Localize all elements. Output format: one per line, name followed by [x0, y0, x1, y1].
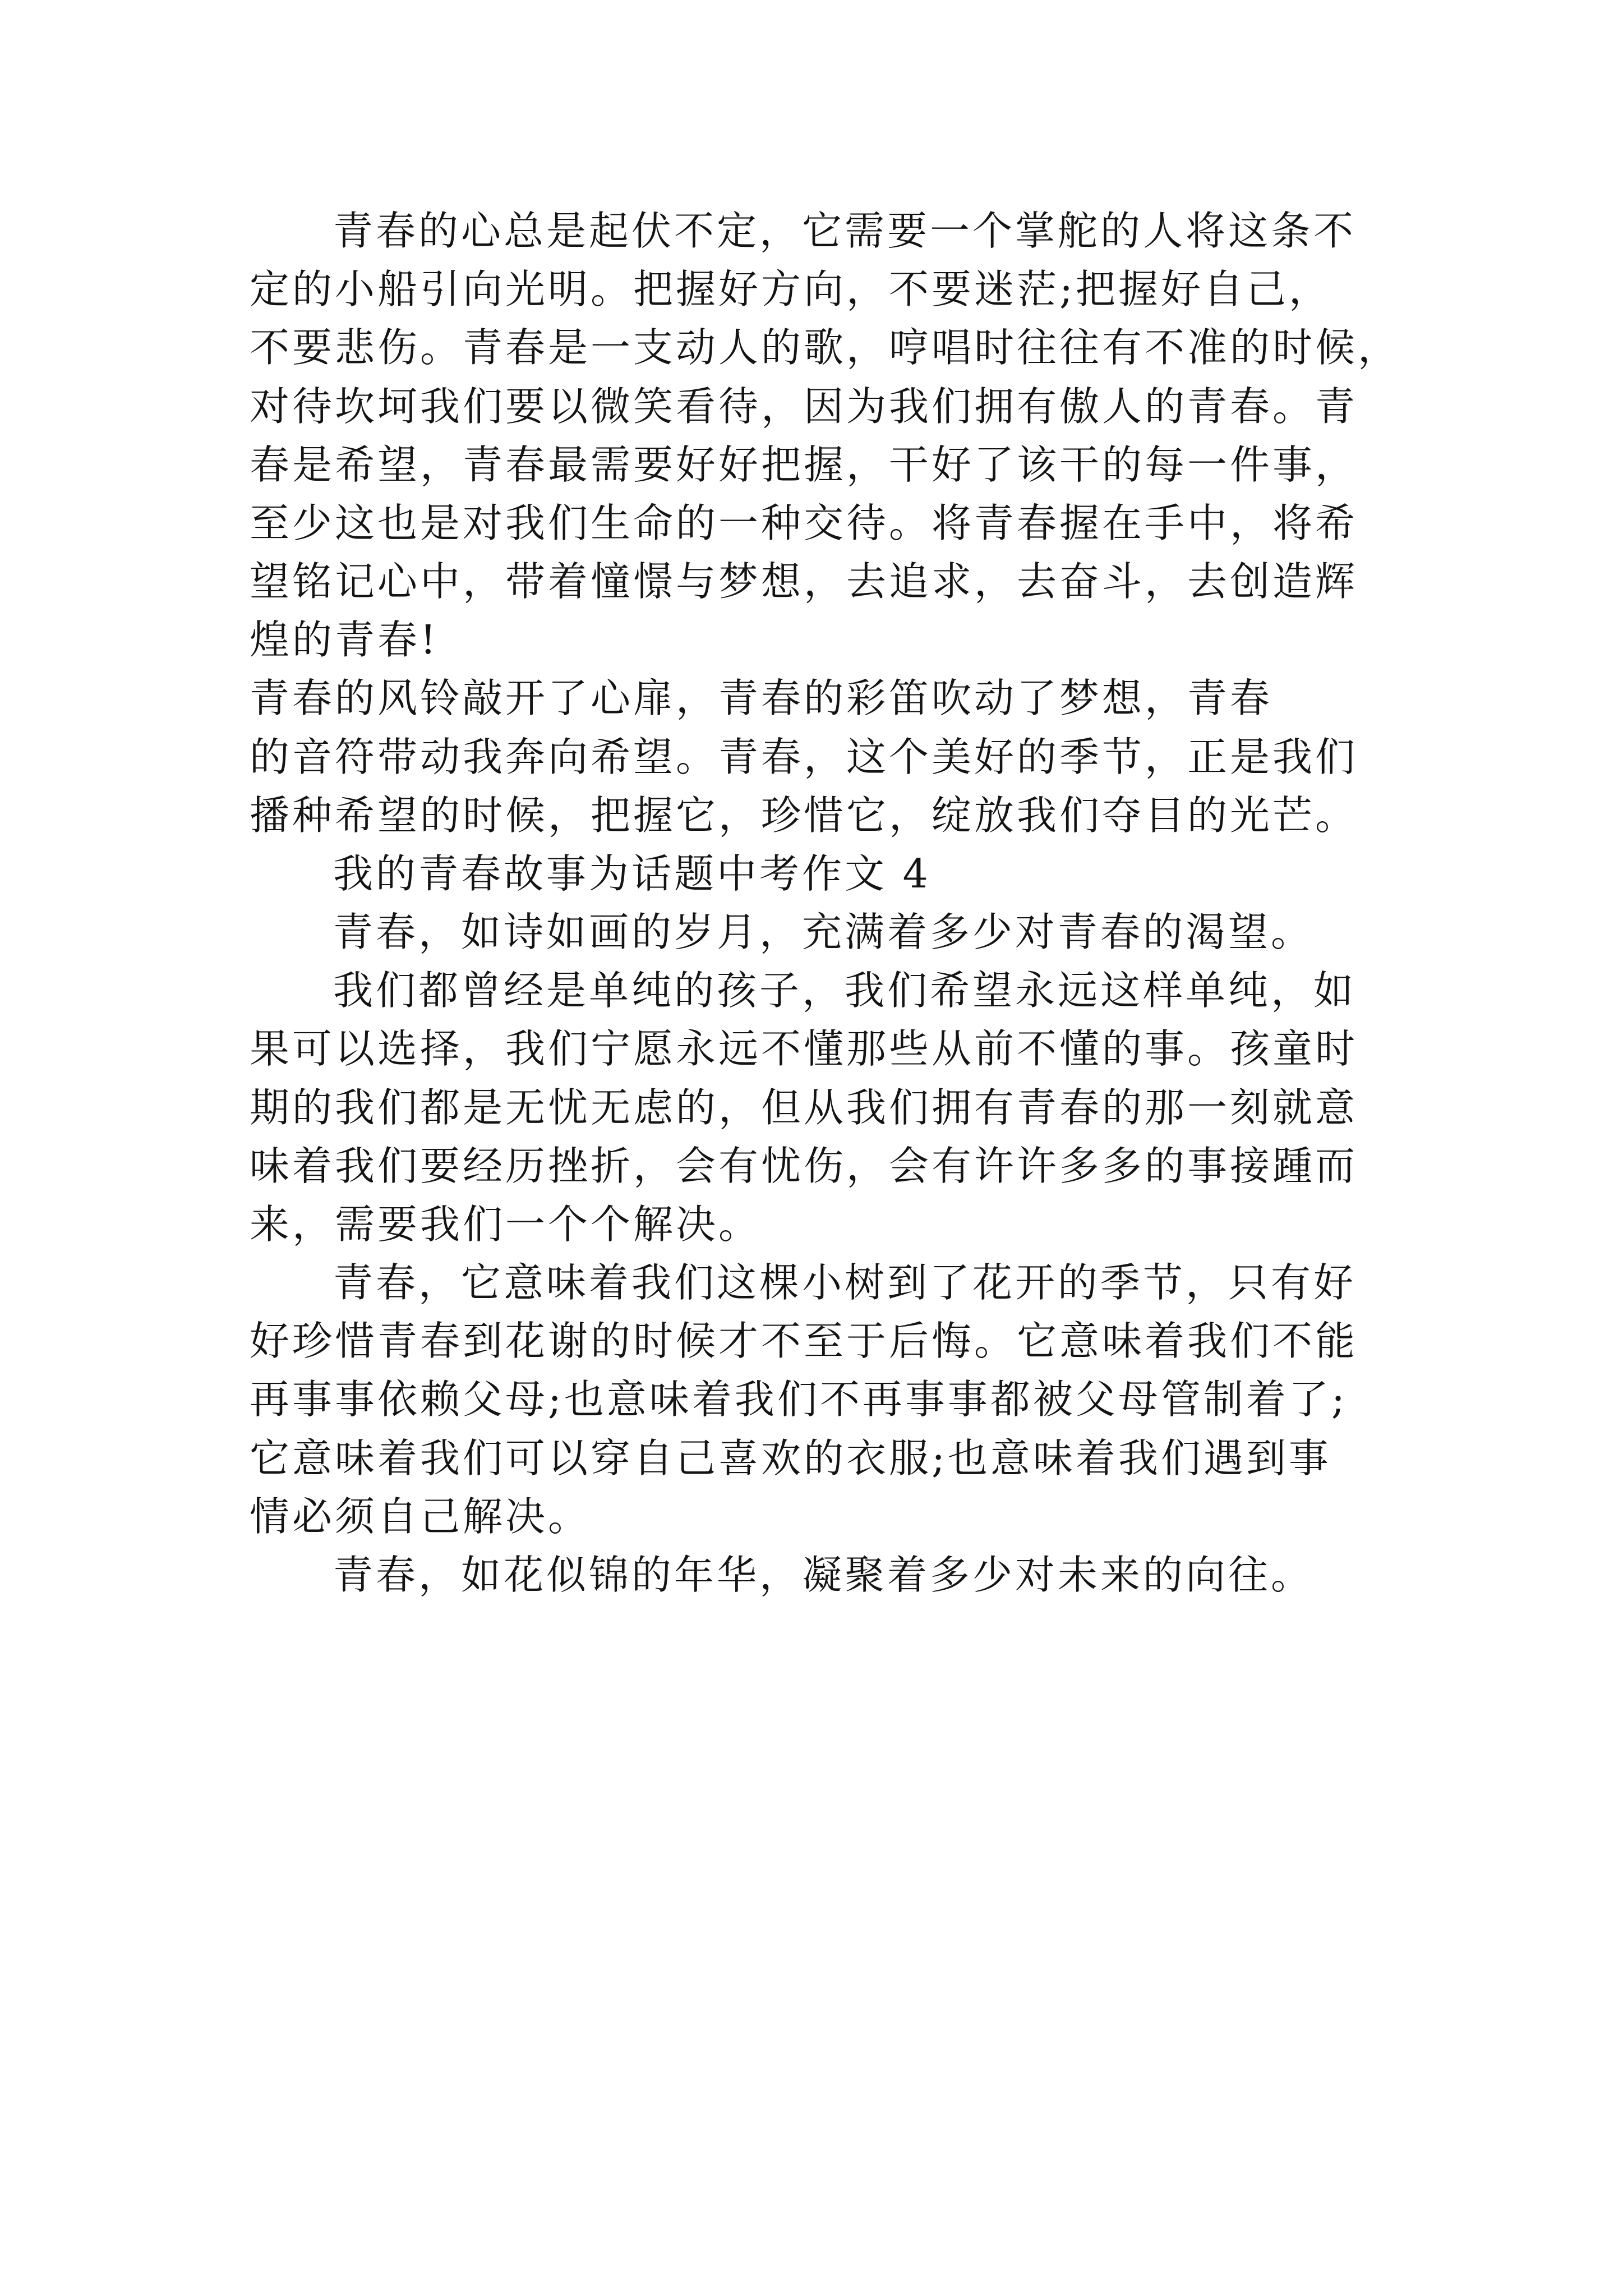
text-line-10: 的音符带动我奔向希望。青春，这个美好的季节，正是我们	[250, 734, 1358, 780]
text-line-6: 至少这也是对我们生命的一种交待。将青春握在手中，将希	[250, 500, 1358, 546]
text-line-24: 青春，如花似锦的年华，凝聚着多少对未来的向往。	[333, 1552, 1314, 1598]
text-line-22: 它意味着我们可以穿自己喜欢的衣服;也意味着我们遇到事	[250, 1435, 1331, 1481]
text-line-9: 青春的风铃敲开了心扉，青春的彩笛吹动了梦想，青春	[250, 675, 1273, 721]
text-line-14: 我们都曾经是单纯的孩子，我们希望永远这样单纯，如	[333, 967, 1357, 1014]
text-line-13: 青春，如诗如画的岁月，充满着多少对青春的渴望。	[333, 909, 1314, 955]
text-line-19: 青春，它意味着我们这棵小树到了花开的季节，只有好	[333, 1259, 1357, 1306]
text-line-2: 定的小船引向光明。把握好方向，不要迷茫;把握好自己，	[250, 266, 1331, 312]
text-line-8: 煌的青春!	[250, 616, 439, 663]
text-line-17: 味着我们要经历挫折，会有忧伤，会有许许多多的事接踵而	[250, 1143, 1358, 1189]
text-line-4: 对待坎坷我们要以微笑看待，因为我们拥有傲人的青春。青	[250, 383, 1358, 430]
section-heading: 我的青春故事为话题中考作文 4	[333, 850, 931, 897]
text-line-1: 青春的心总是起伏不定，它需要一个掌舵的人将这条不	[333, 208, 1357, 254]
text-line-3: 不要悲伤。青春是一支动人的歌，哼唱时往往有不准的时候，	[250, 324, 1401, 371]
text-line-21: 再事事依赖父母;也意味着我们不再事事都被父母管制着了;	[250, 1376, 1348, 1423]
text-line-11: 播种希望的时候，把握它，珍惜它，绽放我们夺目的光芒。	[250, 792, 1358, 839]
text-line-7: 望铭记心中，带着憧憬与梦想，去追求，去奋斗，去创造辉	[250, 558, 1358, 605]
text-line-5: 春是希望，青春最需要好好把握，干好了该干的每一件事，	[250, 441, 1358, 488]
text-line-23: 情必须自己解决。	[250, 1493, 591, 1540]
text-line-16: 期的我们都是无忧无虑的，但从我们拥有青春的那一刻就意	[250, 1084, 1358, 1131]
text-line-18: 来，需要我们一个个解决。	[250, 1201, 762, 1248]
text-line-15: 果可以选择，我们宁愿永远不懂那些从前不懂的事。孩童时	[250, 1025, 1358, 1072]
text-line-20: 好珍惜青春到花谢的时候才不至于后悔。它意味着我们不能	[250, 1318, 1358, 1364]
